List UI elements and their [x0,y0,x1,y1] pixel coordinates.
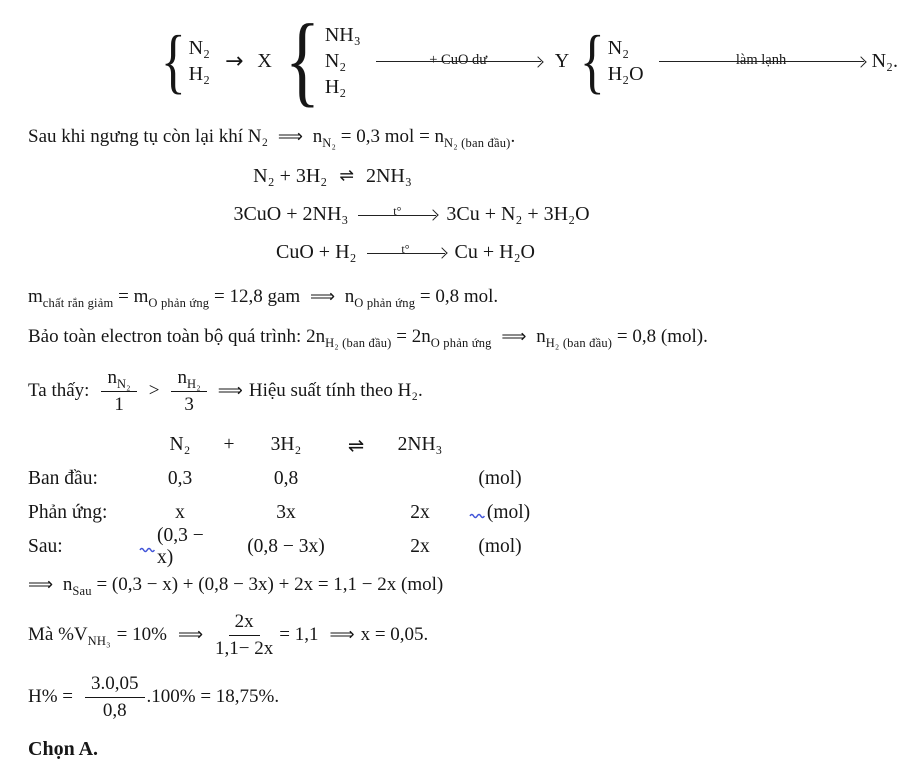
percent-line [28,608,773,662]
text-run: .100% = 18,75%. [146,686,280,707]
text-run: = [118,286,129,307]
var-base: m [133,286,149,307]
n-variable [344,286,416,310]
table-cell: (0,8 − 3x) [247,536,325,557]
greater-than: > [148,380,160,401]
var-subscript: NH₃ [87,633,111,648]
text-run: Ta thấy: [28,380,90,401]
implies-arrow: ⟹ [28,575,54,595]
var-subscript: Sau [72,583,92,598]
fraction [85,672,145,723]
temperature-label: t° [401,242,410,256]
var-base: n [344,286,355,307]
implies-arrow: ⟹ [217,381,243,401]
n-variable [306,326,392,350]
implies-arrow: ⟹ [501,327,527,347]
n-variable [62,574,92,598]
equation-left: 3CuO + 2NH₃ [233,203,349,225]
cuo-reaction-arrow [376,50,541,72]
table-cell [140,525,220,568]
table-cell: (mol) [478,468,522,489]
table-cell [462,428,538,462]
ice-table [28,428,773,568]
final-product: N₂. [871,49,898,72]
equation-left: N₂ + 3H₂ [253,165,328,187]
m-variable [28,286,114,310]
equation-synthesis [28,160,773,192]
mixture-x-label: X [257,49,272,72]
var-subscript: H₂ [186,376,201,391]
feed-mixture [189,35,210,87]
table-cell: 3H₂ [270,434,302,455]
text-run: = 0,3 mol = [340,126,430,147]
v-variable [28,624,111,646]
mixture-y-contents [608,35,644,87]
efficiency-line [28,670,773,724]
var-base: m [28,286,43,307]
ratio-line [28,364,773,418]
table-cell [378,462,462,496]
var-base: n [177,366,187,388]
equation-right: Cu + H₂O [454,241,535,263]
table-cell: 0,8 [273,468,299,489]
mixture-y-label: Y [554,49,570,72]
arrow-shaft [376,61,541,62]
reaction-scheme [156,4,898,118]
n-variable [434,126,511,150]
fraction-denominator: 3 [184,393,194,415]
var-subscript: H₂ (ban đầu) [325,335,392,350]
var-base: n [312,126,323,147]
table-cell: 2x [410,502,430,523]
implies-arrow: ⟹ [277,127,303,147]
formula: N₂ [188,37,210,59]
table-cell: 3x [276,502,296,523]
equilibrium-arrow: ⇌ [347,433,365,457]
brace: { [160,20,186,101]
fraction-numerator [101,366,136,392]
fraction-numerator [171,366,206,392]
condense-line [28,122,773,152]
fraction-denominator: 0,8 [102,699,127,721]
var-subscript: O phản ứng [430,335,492,350]
equation-cuo-nh3 [28,198,773,230]
n-variable [312,126,337,150]
arrow-condition-label: + CuO dư [429,52,488,68]
table-cell-text: (mol) [486,502,531,523]
spellcheck-squiggle-icon [470,502,485,524]
text-run: Bảo toàn electron toàn bộ quá trình: [28,326,302,347]
text-run: H% = [28,686,74,707]
table-cell [334,530,378,564]
fraction-denominator: 1,1− 2x [215,637,274,659]
temperature-arrow [367,236,445,268]
n-variable [536,326,613,350]
text-run: = 0,8 mol. [419,286,499,307]
fraction [171,366,206,417]
text-run: Sau khi ngưng tụ còn lại khí N₂ [28,126,269,147]
table-cell-text: (0,3 − x) [157,525,204,568]
text-run: Mà %V [28,624,88,645]
equilibrium-arrow: ⇌ [339,166,354,186]
temperature-label: t° [393,204,402,218]
n-variable [411,326,492,350]
arrow-shaft [358,215,436,216]
text-run: = 1,1 [279,624,319,645]
equation-right: 2NH₃ [365,165,412,187]
equation-right: 3Cu + N₂ + 3H₂O [446,203,590,225]
table-cell: x [175,502,185,523]
var-base: n [434,126,445,147]
table-cell [220,530,238,564]
implies-arrow: ⟹ [177,625,204,645]
text-run: = (0,3 − x) + (0,8 − 3x) + 2x = 1,1 − 2x (mol) [96,574,444,595]
brace: { [284,4,320,118]
text-run: . [510,126,516,147]
equation-cuo-h2 [28,236,773,268]
temperature-arrow [358,198,436,230]
table-cell [334,462,378,496]
electron-line [28,322,773,352]
right-arrow: → [224,48,244,74]
table-cell: N₂ [169,434,191,455]
table-cell: 2NH₃ [397,434,443,455]
text-run: = [396,326,407,347]
var-subscript: O phản ứng [148,295,210,310]
var-subscript: N₂ (ban đầu) [444,135,511,150]
table-cell [220,462,238,496]
arrow-shaft [659,61,864,62]
var-base: n [536,326,546,347]
brace: { [579,20,605,101]
cooling-arrow [659,50,864,72]
var-subscript: O phản ứng [354,295,416,310]
formula: N₂ [607,37,630,59]
var-subscript: N₂ [322,135,337,150]
fraction [101,366,136,417]
table-cell: 2x [410,536,430,557]
table-cell [28,428,140,462]
table-cell: 0,3 [167,468,193,489]
text-run: = 12,8 gam [214,286,301,307]
implies-arrow: ⟹ [329,625,355,645]
fraction-numerator: 3.0,05 [85,672,145,698]
mixture-x-contents [325,22,361,100]
table-cell: + [223,434,235,455]
table-cell [462,496,538,530]
formula: H₂O [607,63,644,85]
formula: N₂ [324,50,347,72]
arrow-condition-label: làm lạnh [735,52,787,68]
text-run: x = 0,05. [360,624,429,645]
fraction [215,610,273,661]
var-base: n [107,366,117,388]
arrow-shaft [367,253,445,254]
m-variable [133,286,210,310]
var-base: n [62,574,73,595]
formula: H₂ [188,63,210,85]
table-cell [334,496,378,530]
table-row-label: Sau: [28,536,63,557]
table-cell: (mol) [478,536,522,557]
text-run: = 10% [116,624,167,645]
mass-line [28,282,773,312]
fraction-numerator: 2x [229,610,260,636]
text-run: = 0,8 (mol). [616,326,708,347]
var-base: 2n [306,326,326,347]
sum-line [28,570,773,600]
formula: NH₃ [324,24,361,46]
fraction-denominator: 1 [114,393,124,415]
spellcheck-squiggle-icon [140,536,155,558]
formula: H₂ [324,76,347,98]
var-subscript: N₂ [116,376,131,391]
var-subscript: H₂ (ban đầu) [545,335,613,350]
answer-choice: Chọn A. [28,738,99,760]
text-run: Hiệu suất tính theo H₂. [248,380,423,401]
table-cell [220,496,238,530]
implies-arrow: ⟹ [309,287,336,307]
equation-left: CuO + H₂ [276,241,357,263]
table-row-label: Phản ứng: [28,502,108,523]
var-base: 2n [411,326,431,347]
table-row-label: Ban đầu: [28,468,98,489]
var-subscript: chất rắn giảm [42,295,114,310]
